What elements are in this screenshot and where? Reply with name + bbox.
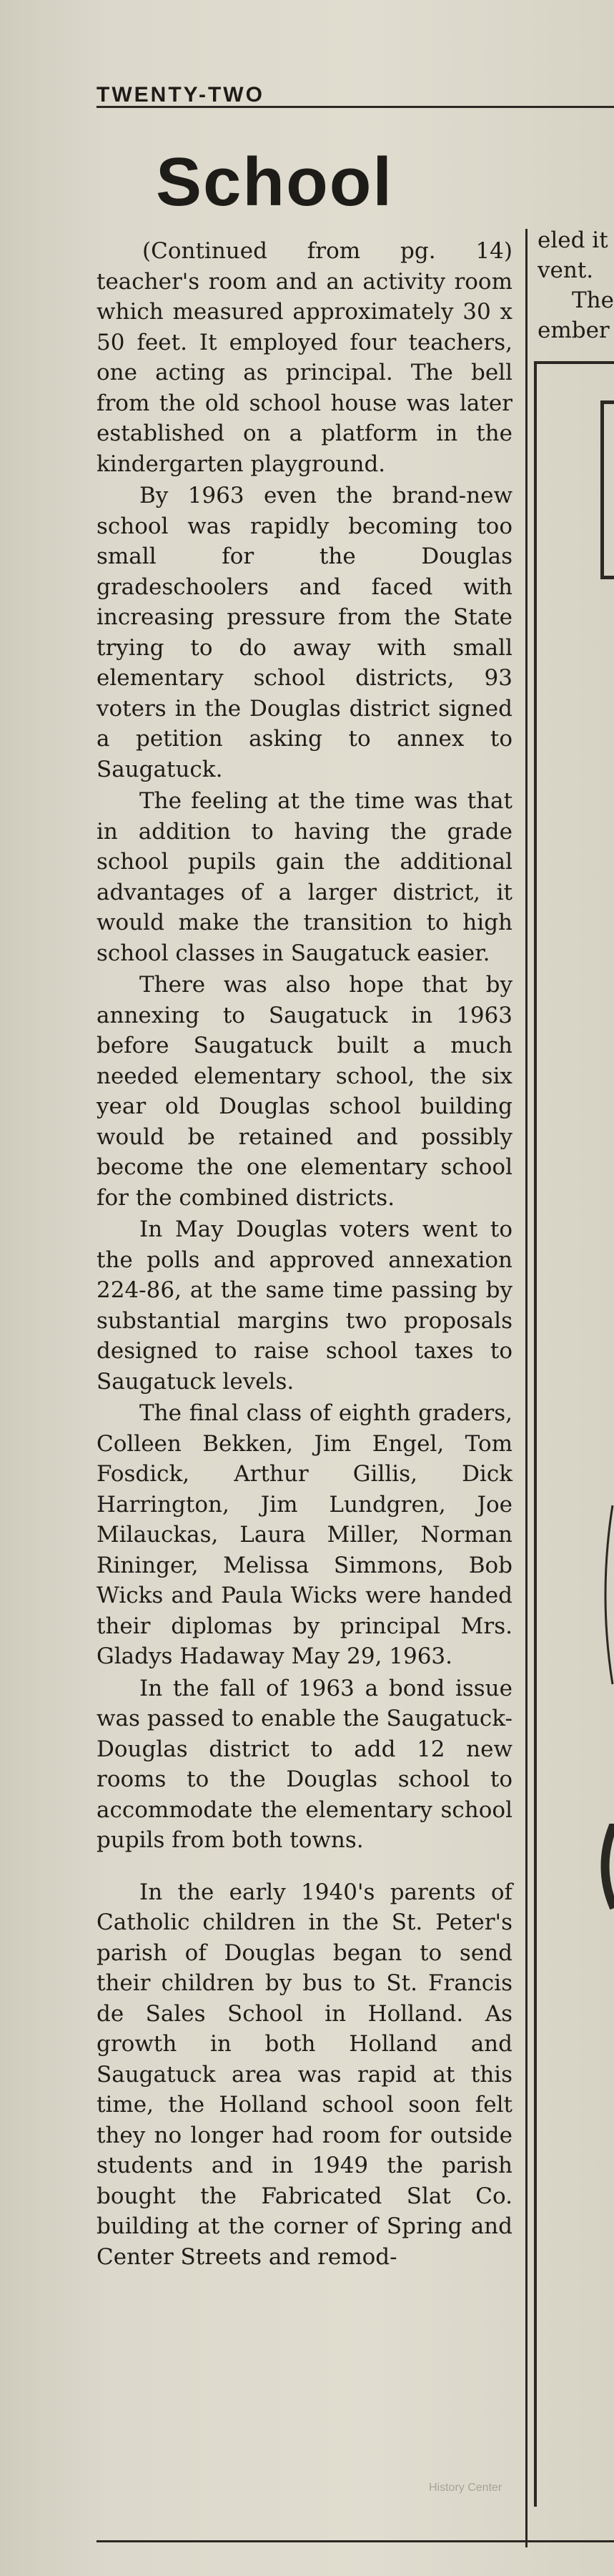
article-paragraph: (Continued from pg. 14) teacher's room and an activity room which measured approximately 30 x 50 feet. It employed four teachers, one acting as principal. The bell from the old school house was later established on a platform in the kindergarten playground.: [96, 238, 513, 477]
adjacent-column-text: The: [572, 287, 614, 313]
footer-rule: [96, 2540, 614, 2542]
ad-box-inner-frame: [600, 400, 614, 579]
article-paragraph: By 1963 even the brand-new school was rapidly becoming too small for the Douglas gradeschoolers and faced with increasing pressure from the State trying to do away with small elementary school districts, 93 voters in the Douglas district signed a petition asking to annex to Saugatuck.: [96, 483, 513, 782]
ad-graphic-fragment: [599, 1824, 614, 1909]
article-body: [96, 236, 513, 2273]
article-paragraph: In the early 1940's parents of Catholic children in the St. Peter's parish of Douglas began to send their children by bus to St. Francis de Sales School in Holland. As growth in both Holland and Saugatuck area was rapid at this time, the Holland school soon felt they no longer had room for outside students and in 1949 the parish bought the Fabricated Slat Co. building at the corner of Spring and Center Streets and remod-: [96, 1879, 513, 2270]
ad-box-border-top: [534, 361, 614, 364]
archive-watermark: History Center: [429, 2482, 502, 2494]
continued-note: (Continued from pg. 14): [142, 238, 513, 264]
header-rule: [96, 106, 614, 108]
article-paragraph: There was also hope that by annexing to Saugatuck in 1963 before Saugatuck built a much needed elementary school, the six year old Douglas school building would be retained and possibly become the one elementary school for the combined districts.: [96, 972, 513, 1211]
ad-graphic-fragment: [597, 1502, 614, 1688]
article-paragraph: The feeling at the time was that in addition to having the grade school pupils gain the additional advantages of a larger district, it would make the transition to high school classes in Saugatuck easier.: [96, 788, 513, 966]
adjacent-column-text: vent.: [538, 257, 594, 283]
adjacent-column-text: ember: [538, 318, 610, 343]
article-paragraph: In May Douglas voters went to the polls and approved annexation 224-86, at the same time passing by substantial margins two proposals designed to raise school taxes to Saugatuck levels.: [96, 1216, 513, 1395]
headline: School: [156, 144, 394, 220]
column-rule: [525, 229, 528, 2547]
ad-box-border-left: [534, 361, 537, 2507]
article-paragraph: The final class of eighth graders, Colleen Bekken, Jim Engel, Tom Fosdick, Arthur Gillis, Dick Harrington, Jim Lundgren, Joe Milauckas, Laura Miller, Norman Rininger, Melissa Simmons, Bob Wicks and Paula Wicks were handed their diplomas by principal Mrs. Gladys Hadaway May 29, 1963.: [96, 1400, 513, 1669]
adjacent-column-text: eled it: [538, 227, 608, 253]
article-paragraph: In the fall of 1963 a bond issue was passed to enable the Saugatuck-Douglas district to add 12 new rooms to the Douglas school to accommodate the elementary school pupils from both towns.: [96, 1675, 513, 1853]
page-number-label: TWENTY-TWO: [96, 83, 264, 107]
